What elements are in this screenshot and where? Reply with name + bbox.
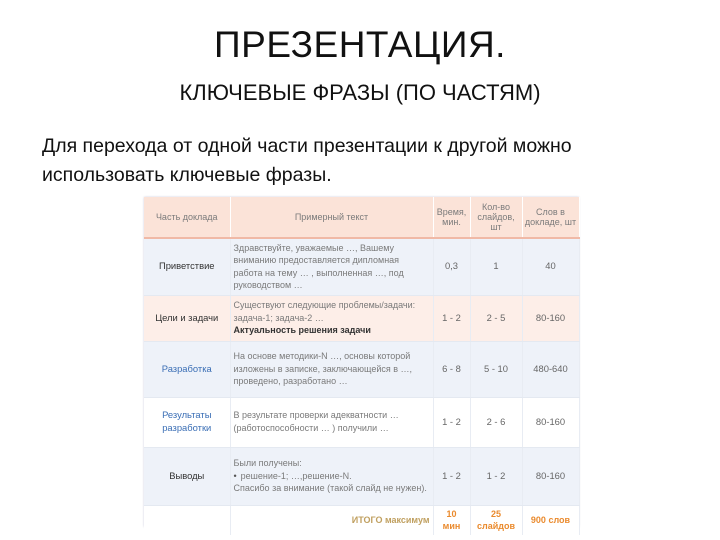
cell-time: 1 - 2	[433, 397, 470, 447]
total-label: ИТОГО максимум	[230, 505, 433, 535]
total-slides: 25 слайдов	[470, 505, 522, 535]
cell-text-before: Были получены:	[233, 458, 302, 469]
cell-time: 1 - 2	[433, 295, 470, 341]
slide-subtitle: КЛЮЧЕВЫЕ ФРАЗЫ (ПО ЧАСТЯМ)	[179, 80, 541, 105]
cell-part: Разработка	[144, 341, 230, 397]
header-words: Слов в докладе, шт	[522, 197, 579, 238]
cell-text: Здравствуйте, уважаемые …, Вашему вниманию предоставляется дипломная работа на тему … , выполненная …, под руководством …	[230, 238, 433, 295]
cell-time: 1 - 2	[433, 447, 470, 505]
cell-words: 80-160	[522, 447, 579, 505]
cell-text-after: Спасибо за внимание (такой слайд не нужен).	[233, 483, 427, 494]
table-row	[144, 341, 579, 397]
cell-text	[230, 447, 433, 505]
table-row	[144, 295, 579, 341]
total-row	[144, 505, 579, 535]
intro-line: использовать ключевые фразы.	[42, 164, 332, 186]
cell-part: Цели и задачи	[144, 295, 230, 341]
header-text: Примерный текст	[230, 197, 433, 238]
cell-text: В результате проверки адекватности … (работоспособности … ) получили …	[230, 397, 433, 447]
header-part: Часть доклада	[144, 197, 230, 238]
cell-time: 0,3	[433, 238, 470, 295]
cell-words: 480-640	[522, 341, 579, 397]
cell-text-bullet: решение-1; …,решение-N.	[240, 470, 352, 481]
header-time: Время, мин.	[433, 197, 470, 238]
cell-part: Приветствие	[144, 238, 230, 295]
cell-words: 80-160	[522, 397, 579, 447]
cell-words: 40	[522, 238, 579, 295]
header-slides: Кол-во слайдов, шт	[470, 197, 522, 238]
table-row	[144, 397, 579, 447]
total-empty	[144, 505, 230, 535]
cell-slides: 1 - 2	[470, 447, 522, 505]
cell-time: 6 - 8	[433, 341, 470, 397]
bullet-icon: •	[233, 470, 237, 481]
cell-slides: 2 - 5	[470, 295, 522, 341]
table-header-row	[144, 197, 579, 238]
table-row	[144, 447, 579, 505]
cell-slides: 2 - 6	[470, 397, 522, 447]
cell-slides: 5 - 10	[470, 341, 522, 397]
total-words: 900 слов	[522, 505, 579, 535]
intro-text	[42, 132, 692, 190]
slide-title: ПРЕЗЕНТАЦИЯ.	[214, 24, 506, 65]
cell-text: На основе методики-N …, основы которой изложены в записке, заключающейся в …, проведено, разработано …	[230, 341, 433, 397]
table-row	[144, 238, 579, 295]
cell-words: 80-160	[522, 295, 579, 341]
cell-part: Выводы	[144, 447, 230, 505]
key-phrases-table	[144, 197, 579, 532]
cell-text	[230, 295, 433, 341]
cell-slides: 1	[470, 238, 522, 295]
cell-text-main: Существуют следующие проблемы/задачи: задача-1; задача-2 …	[233, 300, 416, 323]
total-time: 10 мин	[433, 505, 470, 535]
intro-line: Для перехода от одной части презентации к другой можно	[42, 135, 572, 157]
cell-text-bold: Актуальность решения задачи	[233, 325, 371, 336]
cell-part: Результаты разработки	[144, 397, 230, 447]
